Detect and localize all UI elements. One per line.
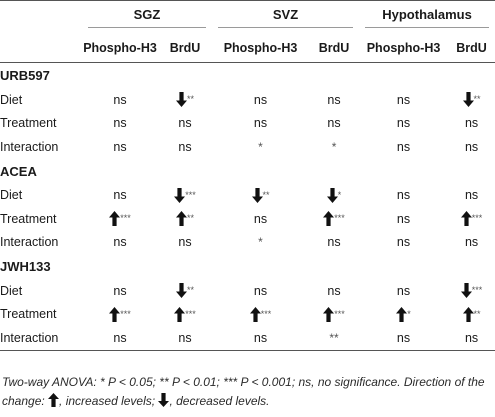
significance-stars: * (407, 308, 411, 319)
table-cell (82, 112, 158, 136)
cell-value: ns (253, 283, 268, 298)
table-cell (158, 184, 212, 208)
arrow-down-icon (461, 283, 472, 298)
cell-value: ns (113, 235, 127, 250)
significance-stars: *** (185, 189, 196, 200)
table-cell (82, 231, 158, 255)
table-caption (2, 373, 494, 411)
row-label: Treatment (0, 307, 57, 322)
section-row (0, 254, 495, 279)
section-row (0, 159, 495, 184)
arrow-down-icon (158, 393, 169, 407)
cell-value: ns (396, 116, 411, 131)
table-cell (309, 231, 359, 255)
row-label: Interaction (0, 139, 59, 154)
section-title: ACEA (0, 163, 37, 179)
cell-value: ns (396, 330, 411, 345)
cell-value: ns (396, 92, 411, 107)
row-label: Treatment (0, 116, 57, 131)
table-cell (359, 231, 448, 255)
significance-stars: ** (262, 189, 270, 200)
table-cell (448, 135, 495, 159)
cell-value: * (331, 139, 337, 154)
cell-value: ns (113, 116, 127, 131)
table-cell (309, 112, 359, 136)
cell-value: ns (396, 188, 411, 203)
arrow-up-icon (174, 307, 185, 322)
table-cell (359, 184, 448, 208)
cell-value: ns (464, 139, 479, 154)
group-header-svz: SVZ (218, 7, 353, 28)
table-cell (359, 135, 448, 159)
group-header-hypothalamus: Hypothalamus (365, 7, 489, 28)
row-label: Interaction (0, 326, 82, 350)
cell-value: ns (327, 235, 341, 250)
table-cell (158, 303, 212, 327)
significance-stars: ** (473, 94, 481, 105)
table-cell (448, 184, 495, 208)
cell-value: ns (327, 116, 341, 131)
cell-value: ns (253, 330, 268, 345)
table-cell (448, 112, 495, 136)
table-cell (212, 231, 309, 255)
column-header: BrdU (158, 34, 212, 63)
cell-value: ns (113, 139, 127, 154)
arrow-up-icon (323, 211, 334, 226)
table-row (0, 135, 495, 159)
table-cell (212, 279, 309, 303)
table-cell (158, 207, 212, 231)
cell-value: * (258, 235, 263, 250)
table-row (0, 326, 495, 350)
table-cell (359, 207, 448, 231)
significance-stars: *** (260, 308, 272, 319)
cell-value: ns (396, 235, 411, 250)
arrow-down-icon (174, 188, 185, 203)
significance-stars: *** (471, 285, 483, 296)
column-header: Phospho-H3 (212, 34, 309, 63)
table-cell (359, 303, 448, 327)
table-cell (359, 88, 448, 112)
caption-text: , decreased levels. (169, 394, 270, 408)
table-cell (212, 326, 309, 350)
section-title: JWH133 (0, 259, 51, 274)
table-cell (309, 207, 359, 231)
column-header: BrdU (309, 34, 359, 63)
row-label: Interaction (0, 235, 59, 250)
cell-value: ns (178, 139, 192, 154)
table-cell (82, 326, 158, 350)
table-cell (82, 207, 158, 231)
arrow-up-icon (250, 307, 261, 322)
table-cell (158, 88, 212, 112)
table-cell (309, 88, 359, 112)
table-cell (82, 303, 158, 327)
cell-value: ns (396, 283, 411, 298)
row-label: Treatment (0, 211, 57, 226)
table-cell (82, 135, 158, 159)
caption-text: Two-way ANOVA: * P < 0.05; ** P < 0.01; *** P < 0.001; ns, no significance. Direction of the change: (2, 375, 485, 408)
significance-stars: *** (334, 308, 345, 319)
table-cell (212, 207, 309, 231)
cell-value: ns (253, 92, 268, 107)
cell-value: ns (113, 283, 127, 298)
cell-value: ns (178, 235, 192, 250)
table-cell (359, 326, 448, 350)
table-cell (82, 184, 158, 208)
cell-value: ns (178, 330, 192, 345)
table-cell (212, 112, 309, 136)
table-cell (359, 279, 448, 303)
table-cell (82, 279, 158, 303)
table-cell (212, 303, 309, 327)
table-cell (359, 112, 448, 136)
group-header-sgz: SGZ (88, 7, 206, 28)
arrow-down-icon (463, 92, 474, 107)
table-cell (212, 184, 309, 208)
significance-stars: *** (120, 308, 131, 319)
cell-value: ns (178, 116, 192, 131)
cell-value: * (258, 139, 263, 154)
significance-stars: *** (120, 213, 131, 224)
arrow-down-icon (176, 92, 187, 107)
cell-value: ns (396, 211, 411, 226)
arrow-up-icon (109, 211, 120, 226)
arrow-up-icon (176, 211, 187, 226)
table-cell (212, 135, 309, 159)
cell-value: ns (253, 116, 268, 131)
cell-value: ns (327, 92, 341, 107)
table-cell (309, 135, 359, 159)
table-cell (309, 184, 359, 208)
arrow-up-icon (461, 211, 472, 226)
section-row (0, 63, 495, 89)
arrow-down-icon (176, 283, 187, 298)
row-label: Diet (0, 283, 23, 298)
table-cell (448, 231, 495, 255)
arrow-up-icon (396, 307, 407, 322)
column-header-row (0, 34, 495, 63)
significance-stars: *** (471, 213, 483, 224)
table-row (0, 207, 495, 231)
table-cell (158, 279, 212, 303)
significance-stars: ** (473, 308, 481, 319)
table-row (0, 231, 495, 255)
arrow-down-icon (252, 188, 263, 203)
column-header: BrdU (448, 34, 495, 63)
table-cell (158, 326, 212, 350)
cell-value: ns (464, 330, 479, 345)
arrow-up-icon (48, 393, 59, 407)
table-cell (448, 207, 495, 231)
table-cell (309, 279, 359, 303)
table-cell (448, 326, 495, 350)
table-cell (158, 231, 212, 255)
row-label: Diet (0, 92, 23, 107)
caption-text: , increased levels; (59, 394, 159, 408)
significance-stars: *** (185, 308, 196, 319)
cell-value: ns (464, 116, 479, 131)
table-cell (448, 303, 495, 327)
cell-value: ns (327, 283, 341, 298)
table-row (0, 279, 495, 303)
cell-value: ns (113, 330, 127, 345)
arrow-up-icon (463, 307, 474, 322)
table-row (0, 112, 495, 136)
row-label: Diet (0, 188, 23, 203)
cell-value: ns (113, 92, 127, 107)
table-cell (448, 88, 495, 112)
arrow-up-icon (323, 307, 334, 322)
column-header: Phospho-H3 (359, 34, 448, 63)
cell-value: ns (396, 139, 411, 154)
table-cell (309, 326, 359, 350)
significance-stars: ** (187, 94, 195, 105)
table-cell (158, 135, 212, 159)
table-row (0, 184, 495, 208)
arrow-down-icon (327, 188, 338, 203)
cell-value: ns (113, 188, 127, 203)
table-cell (309, 303, 359, 327)
section-title: URB597 (0, 68, 50, 83)
table-row (0, 303, 495, 327)
significance-stars: *** (334, 213, 345, 224)
cell-value: ** (329, 330, 339, 345)
significance-stars: ** (187, 213, 195, 224)
cell-value: ns (464, 235, 479, 250)
table-cell (212, 88, 309, 112)
arrow-up-icon (109, 307, 120, 322)
table-cell (448, 279, 495, 303)
table-row (0, 88, 495, 112)
table-cell (158, 112, 212, 136)
column-header: Phospho-H3 (82, 34, 158, 63)
cell-value: ns (464, 188, 479, 203)
group-header-row (0, 1, 495, 35)
cell-value: ns (253, 211, 268, 226)
table-cell (82, 88, 158, 112)
significance-stars: ** (187, 285, 195, 296)
significance-stars: * (337, 189, 342, 200)
